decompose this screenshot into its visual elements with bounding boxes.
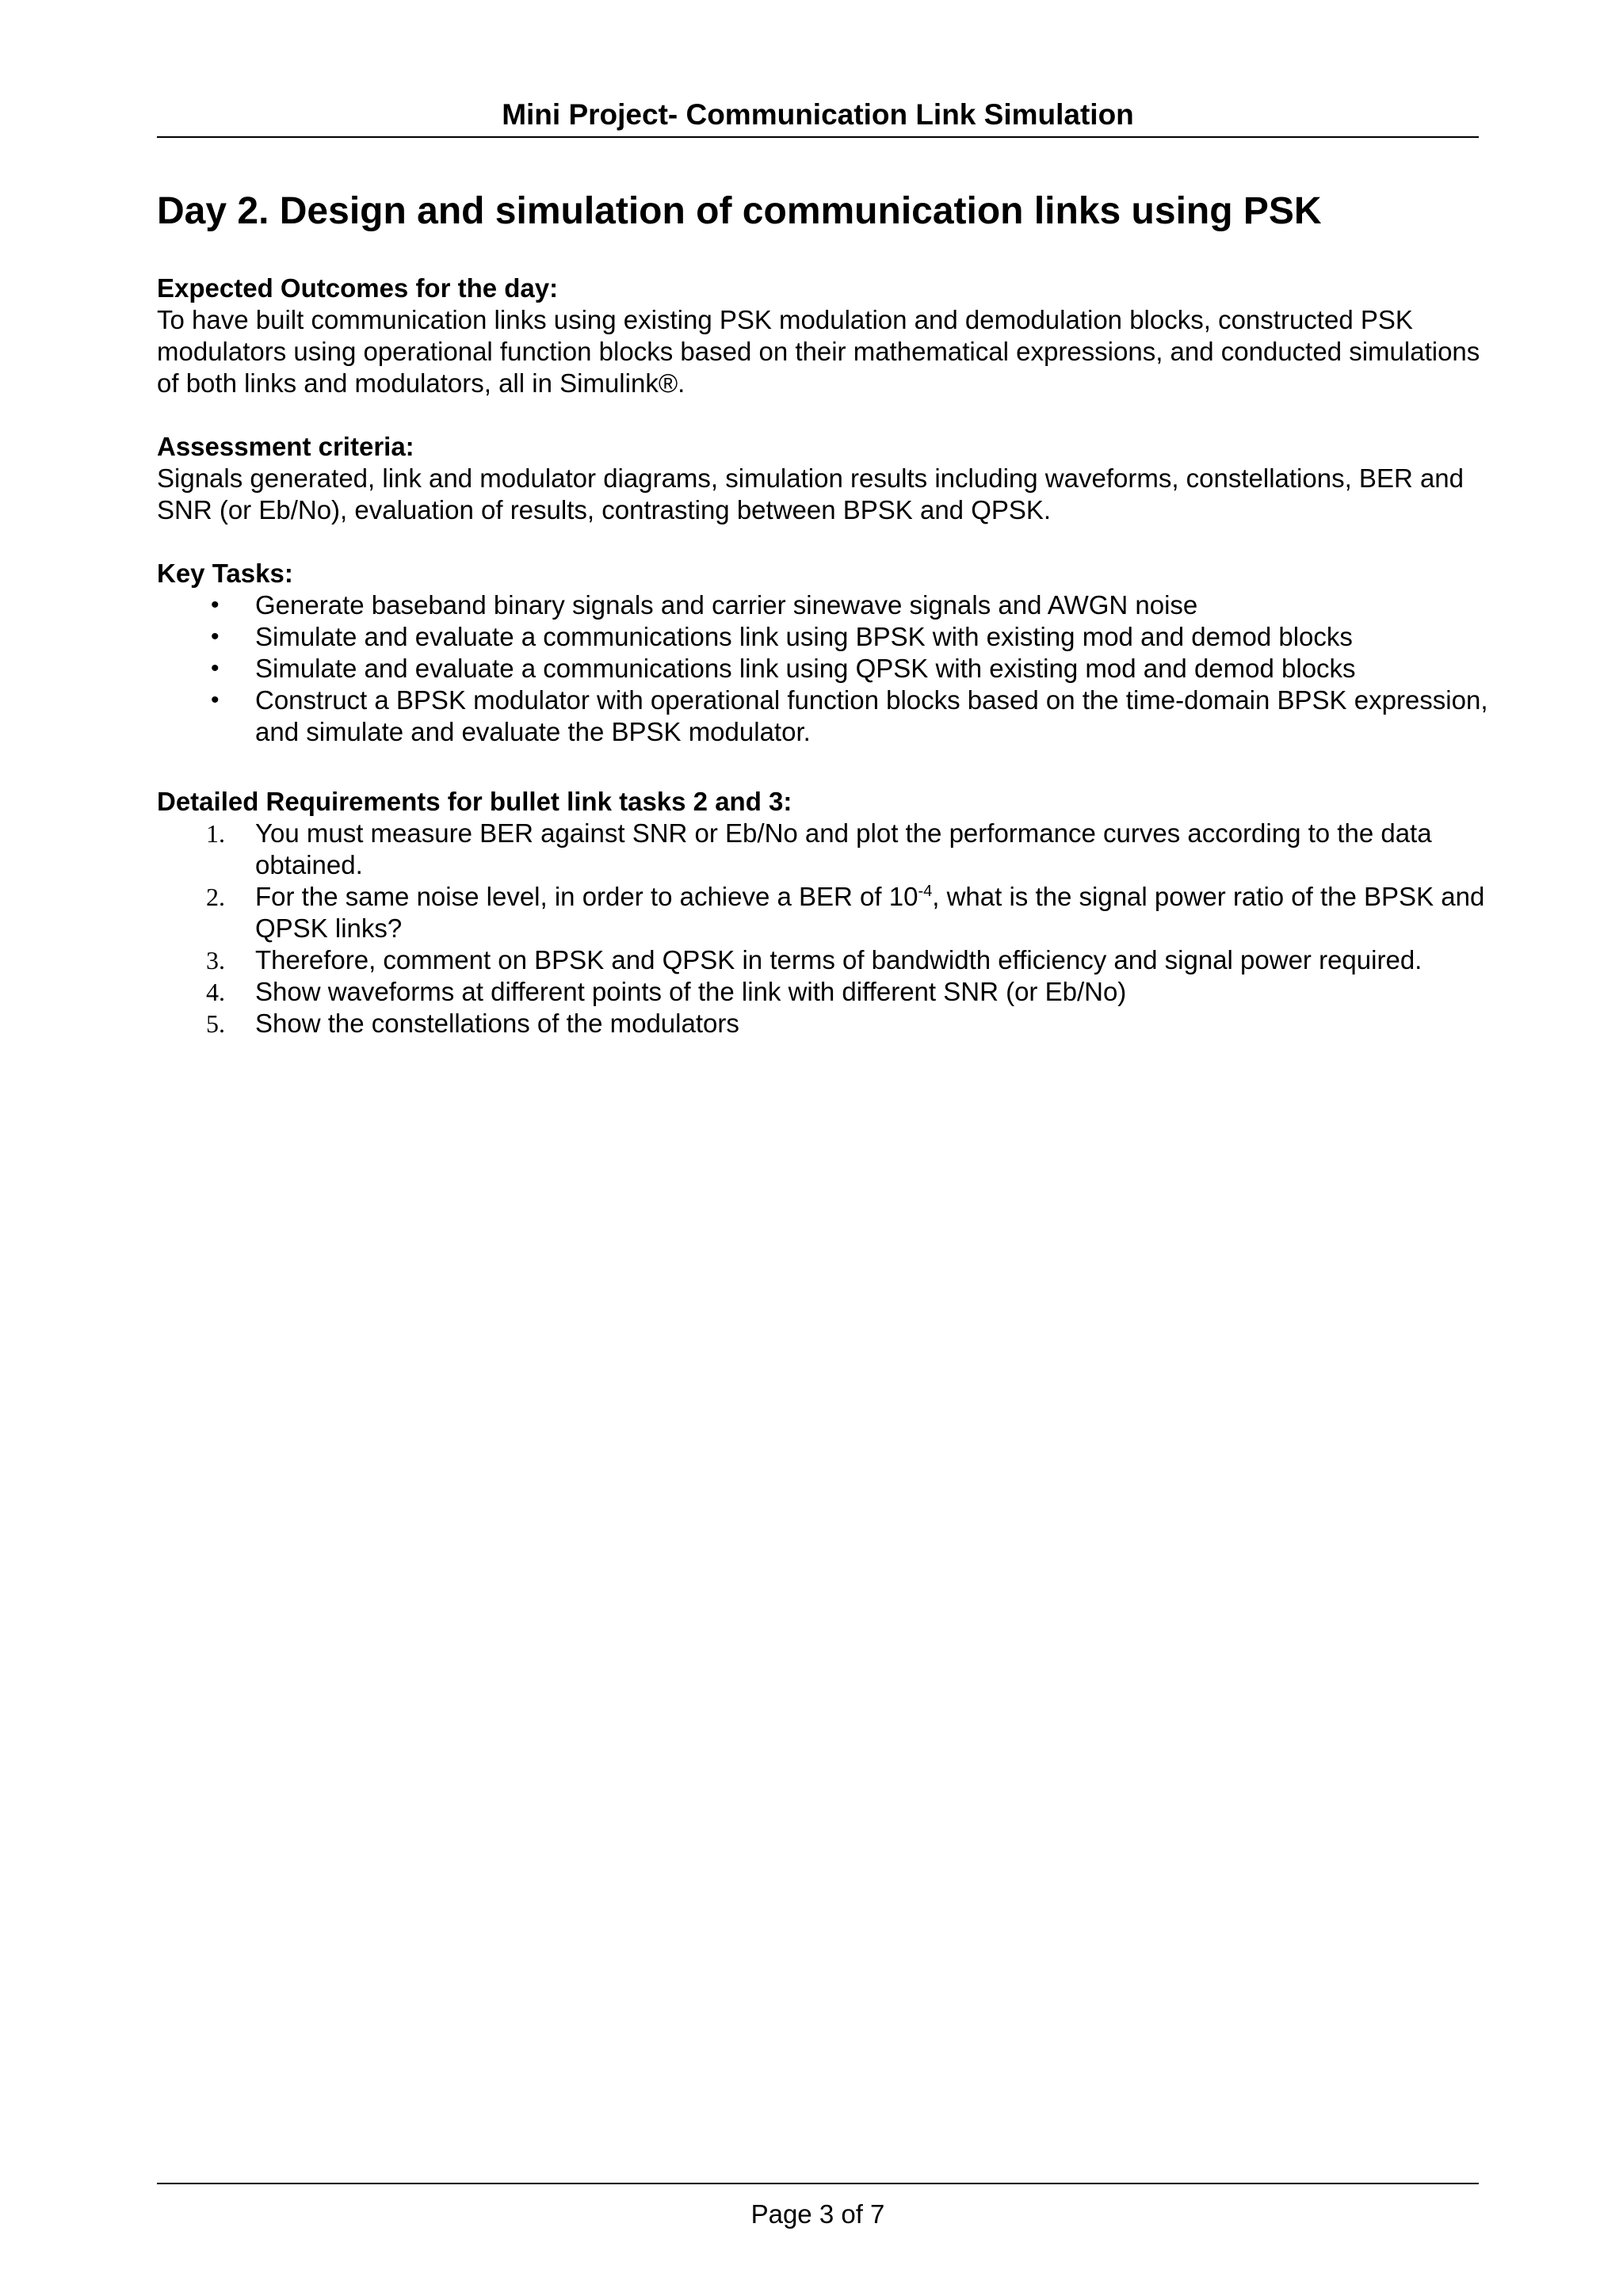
requirement-number: 1. [206, 819, 225, 848]
requirements-list [157, 818, 1488, 1039]
bullet-icon: • [211, 624, 220, 650]
key-tasks-heading: Key Tasks: [157, 559, 293, 588]
page-number: Page 3 of 7 [750, 2199, 885, 2229]
requirement-text [255, 882, 1484, 943]
header-title: Mini Project- Communication Link Simulation [502, 98, 1134, 131]
detailed-requirements-heading: Detailed Requirements for bullet link tasks 2 and 3: [157, 787, 792, 816]
bullet-icon: • [211, 655, 220, 681]
requirement-text: Show the constellations of the modulators [255, 1009, 739, 1038]
exponent: -4 [918, 883, 933, 900]
expected-outcomes-heading: Expected Outcomes for the day: [157, 273, 559, 303]
requirement-item [157, 944, 1488, 976]
requirement-text: Therefore, comment on BPSK and QPSK in terms of bandwidth efficiency and signal power required. [255, 945, 1423, 974]
bullet-icon: • [211, 687, 220, 713]
page-footer [157, 2183, 1479, 2230]
bullet-icon: • [211, 592, 220, 618]
requirement-text: Show waveforms at different points of the link with different SNR (or Eb/No) [255, 977, 1127, 1006]
requirement-text: You must measure BER against SNR or Eb/No and plot the performance curves according to the data obtained. [255, 818, 1432, 879]
key-tasks-section [157, 558, 1488, 748]
requirement-text-after: , what is the signal power ratio of the BPSK and QPSK links? [255, 882, 1485, 943]
key-task-text: Simulate and evaluate a communications link using BPSK with existing mod and demod blocks [255, 622, 1353, 651]
key-task-item [157, 653, 1488, 685]
key-task-item [157, 621, 1488, 653]
document-title: Day 2. Design and simulation of communication links using PSK [157, 190, 1322, 232]
requirement-number: 4. [206, 978, 225, 1006]
expected-outcomes-section [157, 273, 1488, 399]
assessment-criteria-heading: Assessment criteria: [157, 432, 414, 461]
requirement-item [157, 1008, 1488, 1039]
requirement-number: 5. [206, 1009, 225, 1038]
key-task-text: Simulate and evaluate a communications link using QPSK with existing mod and demod blocks [255, 654, 1356, 683]
detailed-requirements-section [157, 786, 1488, 1039]
page-header [157, 93, 1479, 138]
requirement-text-before: For the same noise level, in order to achieve a BER of 10 [255, 882, 918, 911]
key-task-item [157, 589, 1488, 621]
requirement-item [157, 881, 1488, 944]
expected-outcomes-text: To have built communication links using existing PSK modulation and demodulation blocks, constructed PSK modulators using operational function blocks based on their mathematical expressions, and conducted simulations of both links and modulators, all in Simulink®. [157, 305, 1480, 398]
requirement-number: 3. [206, 946, 225, 974]
requirement-item [157, 818, 1488, 881]
assessment-criteria-section [157, 431, 1488, 526]
key-task-item [157, 685, 1488, 748]
key-tasks-list [157, 589, 1488, 748]
key-task-text: Construct a BPSK modulator with operational function blocks based on the time-domain BPSK expression, and simulate and evaluate the BPSK modulator. [255, 685, 1488, 746]
assessment-criteria-text: Signals generated, link and modulator diagrams, simulation results including waveforms, constellations, BER and SNR (or Eb/No), evaluation of results, contrasting between BPSK and QPSK. [157, 463, 1465, 524]
requirement-item [157, 976, 1488, 1008]
requirement-number: 2. [206, 883, 225, 911]
key-task-text: Generate baseband binary signals and carrier sinewave signals and AWGN noise [255, 590, 1198, 620]
